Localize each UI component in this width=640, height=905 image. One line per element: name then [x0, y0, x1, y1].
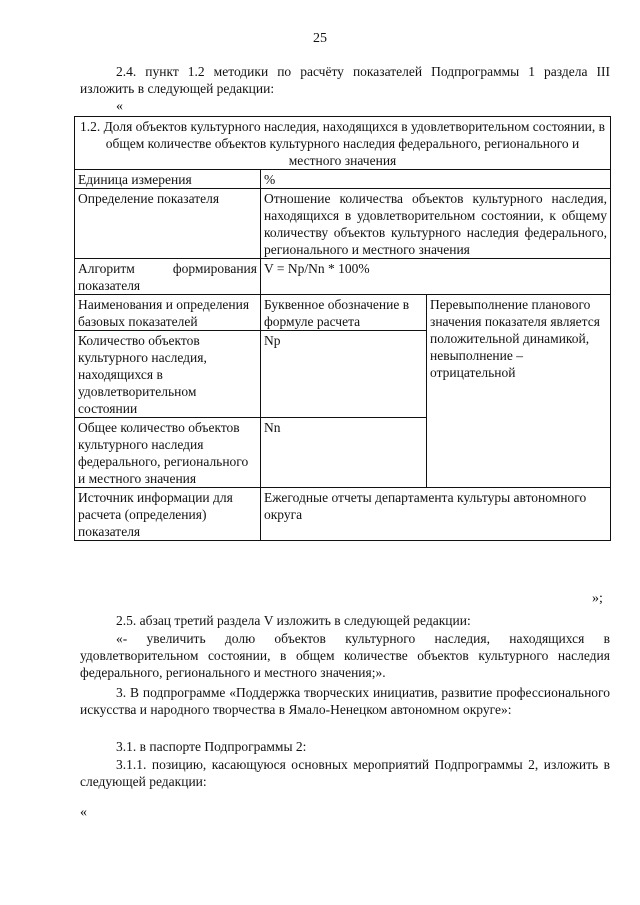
paragraph-3-1-1: 3.1.1. позицию, касающуюся основных мероприятий Подпрограммы 2, изложить в следующей редакции: [80, 757, 610, 789]
opening-quote: « [116, 99, 123, 114]
closing-quote: »; [592, 591, 603, 606]
table-row [75, 259, 611, 295]
dynamics-note: Перевыполнение планового значения показателя является положительной динамикой, невыполнение – отрицательной [427, 295, 611, 488]
indicator-title: 1.2. Доля объектов культурного наследия, находящихся в удовлетворительном состоянии, в общем количестве объектов культурного наследия федерального, регионального и местного значения [75, 117, 611, 170]
nn-label: Общее количество объектов культурного наследия федерального, регионального и местного значения [75, 418, 261, 488]
page-number: 25 [313, 31, 327, 46]
paragraph-3-1: 3.1. в паспорте Подпрограммы 2: [116, 739, 307, 754]
indicator-table [74, 116, 611, 541]
nn-symbol: Nn [261, 418, 427, 488]
table-row [75, 189, 611, 259]
base-indicators-label: Наименования и определения базовых показателей [75, 295, 261, 331]
paragraph-2-5: 2.5. абзац третий раздела V изложить в следующей редакции: [116, 613, 471, 628]
table-row [75, 170, 611, 189]
table-title-row [75, 117, 611, 170]
paragraph-2-5-text: «- увеличить долю объектов культурного наследия, находящихся в удовлетворительном состоянии, в общем количестве объектов культурного наследия федерального, регионального и местного значения;». [80, 631, 610, 680]
algorithm-label: Алгоритм формирования показателя [75, 259, 261, 295]
np-label: Количество объектов культурного наследия, находящихся в удовлетворительном состоянии [75, 331, 261, 418]
algorithm-value: V = Np/Nn * 100% [261, 259, 611, 295]
table-row [75, 488, 611, 541]
intro-paragraph: 2.4. пункт 1.2 методики по расчёту показателей Подпрограммы 1 раздела III изложить в следующей редакции: [80, 64, 610, 96]
opening-quote-2: « [80, 805, 87, 820]
np-symbol: Np [261, 331, 427, 418]
source-value: Ежегодные отчеты департамента культуры автономного округа [261, 488, 611, 541]
definition-label: Определение показателя [75, 189, 261, 259]
unit-value: % [261, 170, 611, 189]
table-row [75, 295, 611, 331]
definition-value: Отношение количества объектов культурного наследия, находящихся в удовлетворительном состоянии, к общему количеству объектов культурного наследия федерального, регионального и местного значения [261, 189, 611, 259]
unit-label: Единица измерения [75, 170, 261, 189]
source-label: Источник информации для расчета (определения) показателя [75, 488, 261, 541]
symbol-header: Буквенное обозначение в формуле расчета [261, 295, 427, 331]
paragraph-3: 3. В подпрограмме «Поддержка творческих инициатив, развитие профессионального искусства и народного творчества в Ямало-Ненецком автономном округе»: [80, 685, 610, 717]
